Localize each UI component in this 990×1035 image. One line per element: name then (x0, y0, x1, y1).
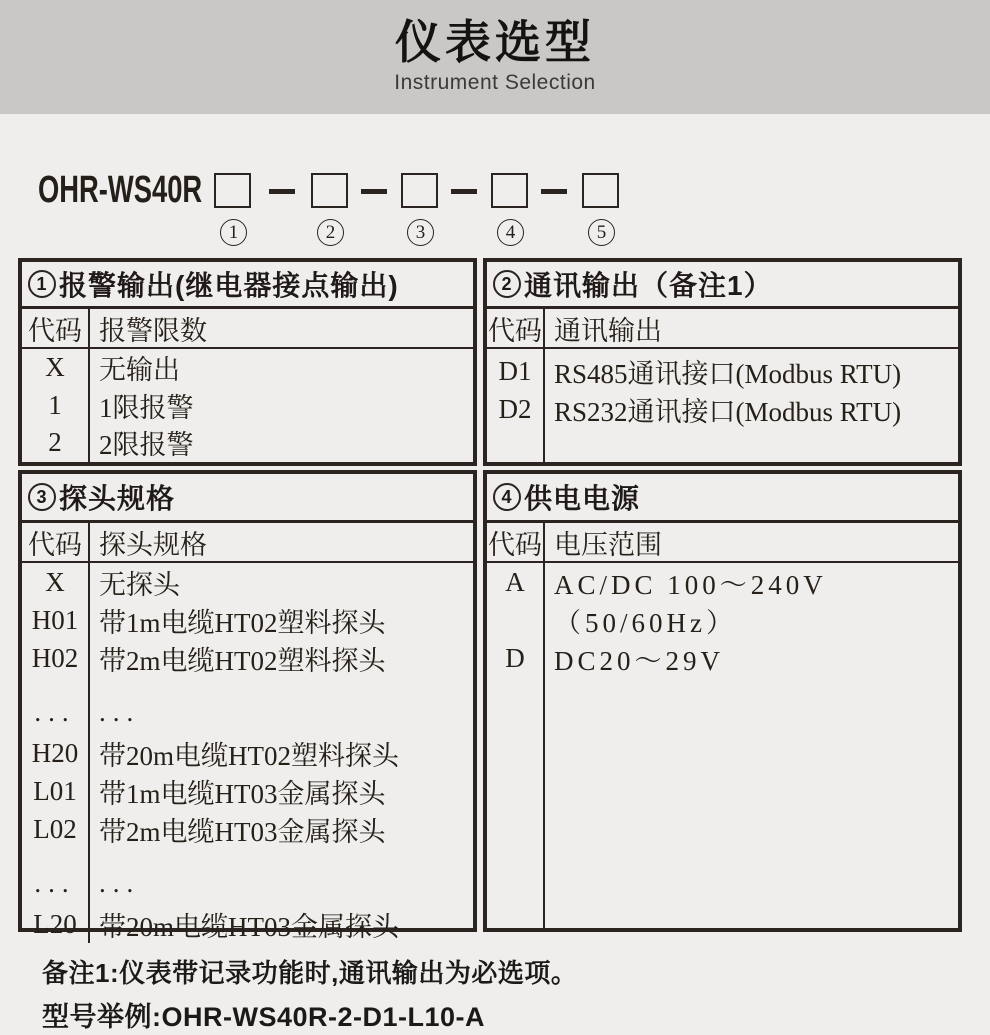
code-column-header: 代码 (22, 309, 90, 348)
table-cell-code: 1 (48, 389, 62, 420)
table-cell-code (487, 601, 543, 639)
table-cell-code: D (505, 642, 525, 673)
alarm-table-body (22, 349, 473, 462)
table-cell-label: 带1m电缆HT02塑料探头 (99, 607, 386, 638)
table-cell-code: H20 (31, 737, 79, 768)
power-supply-table (483, 470, 962, 932)
probe-spec-table (18, 470, 477, 942)
model-code-box-1 (214, 173, 251, 208)
table-cell-code: X (45, 566, 65, 597)
position-number-4: 4 (497, 219, 524, 246)
model-code-box-5 (582, 173, 619, 208)
code-column-header: 代码 (22, 523, 90, 562)
table-cell-code: ... (34, 868, 76, 898)
page-title: 仪表选型 (395, 16, 595, 68)
table-cell-label: 带2m电缆HT03金属探头 (99, 816, 386, 847)
probe-section-title: 探头规格 (59, 483, 176, 514)
value-column-header: 报警限数 (99, 316, 207, 346)
code-column-header: 代码 (487, 309, 545, 348)
table-cell-label: 带1m电缆HT03金属探头 (99, 778, 386, 809)
dash-separator (269, 189, 295, 194)
position-number-5: 5 (588, 219, 615, 246)
table-cell-label: 带20m电缆HT02塑料探头 (99, 740, 399, 771)
table-cell-code: L20 (33, 908, 77, 939)
table-cell-code: 2 (48, 427, 62, 458)
comm-output-table (483, 258, 962, 466)
power-section-title: 供电电源 (524, 483, 641, 514)
table-cell-label: 带2m电缆HT02塑料探头 (99, 645, 386, 676)
position-number-1: 1 (220, 219, 247, 246)
table-cell-code: H01 (31, 604, 79, 635)
alarm-output-table (18, 258, 477, 466)
table-cell-code: L01 (33, 775, 77, 806)
table-cell-code: D2 (498, 393, 532, 424)
value-column-header: 探头规格 (99, 530, 207, 560)
power-table-body (487, 563, 958, 928)
page-subtitle: Instrument Selection (394, 70, 596, 94)
section-number-circle: 3 (28, 483, 56, 511)
section-number-circle: 4 (493, 483, 521, 511)
section-number-circle: 1 (28, 270, 56, 298)
table-cell-code: D1 (498, 355, 532, 386)
table-cell-code: A (505, 566, 525, 597)
dash-separator (541, 189, 567, 194)
power-column-headers (487, 523, 958, 563)
table-cell-code: L02 (33, 813, 77, 844)
table-cell-label: 2限报警 (99, 430, 194, 461)
table-cell-label: 无输出 (99, 355, 180, 386)
table-cell-label: 带20m电缆HT03金属探头 (99, 911, 399, 942)
table-cell-label: ... (99, 697, 141, 727)
power-section-header (487, 474, 958, 523)
model-code-box-3 (401, 173, 438, 208)
probe-table-body (22, 563, 473, 943)
position-number-2: 2 (317, 219, 344, 246)
table-cell-label: RS485通讯接口(Modbus RTU) (554, 358, 902, 389)
comm-column-headers (487, 309, 958, 349)
alarm-section-header (22, 262, 473, 309)
comm-section-title: 通讯输出（备注1） (524, 270, 773, 301)
comm-section-header (487, 262, 958, 309)
code-column-header: 代码 (487, 523, 545, 562)
dash-separator (451, 189, 477, 194)
alarm-section-title: 报警输出(继电器接点输出) (59, 270, 399, 301)
probe-column-headers (22, 523, 473, 563)
position-number-3: 3 (407, 219, 434, 246)
value-column-header: 通讯输出 (554, 316, 662, 346)
footer-model-example: 型号举例:OHR-WS40R-2-D1-L10-A (42, 1002, 486, 1032)
table-cell-label: 无探头 (99, 569, 180, 600)
probe-section-header (22, 474, 473, 523)
table-cell-label: ... (99, 868, 141, 898)
model-code-box-4 (491, 173, 528, 208)
title-band (0, 0, 990, 114)
dash-separator (361, 189, 387, 194)
footer-note: 备注1:仪表带记录功能时,通讯输出为必选项。 (42, 958, 578, 988)
table-cell-code: X (45, 352, 65, 383)
table-cell-code: ... (34, 697, 76, 727)
table-cell-label: DC20～29V (554, 645, 725, 676)
section-number-circle: 2 (493, 270, 521, 298)
value-column-header: 电压范围 (554, 530, 662, 560)
table-cell-label: AC/DC 100～240V (554, 569, 827, 600)
table-cell-label: 1限报警 (99, 392, 194, 423)
model-prefix: OHR-WS40R (38, 169, 203, 211)
alarm-column-headers (22, 309, 473, 349)
table-cell-label: （50/60Hz） (554, 607, 737, 638)
table-cell-label: RS232通讯接口(Modbus RTU) (554, 396, 902, 427)
comm-table-body (487, 349, 958, 462)
model-code-box-2 (311, 173, 348, 208)
table-cell-code: H02 (31, 642, 79, 673)
